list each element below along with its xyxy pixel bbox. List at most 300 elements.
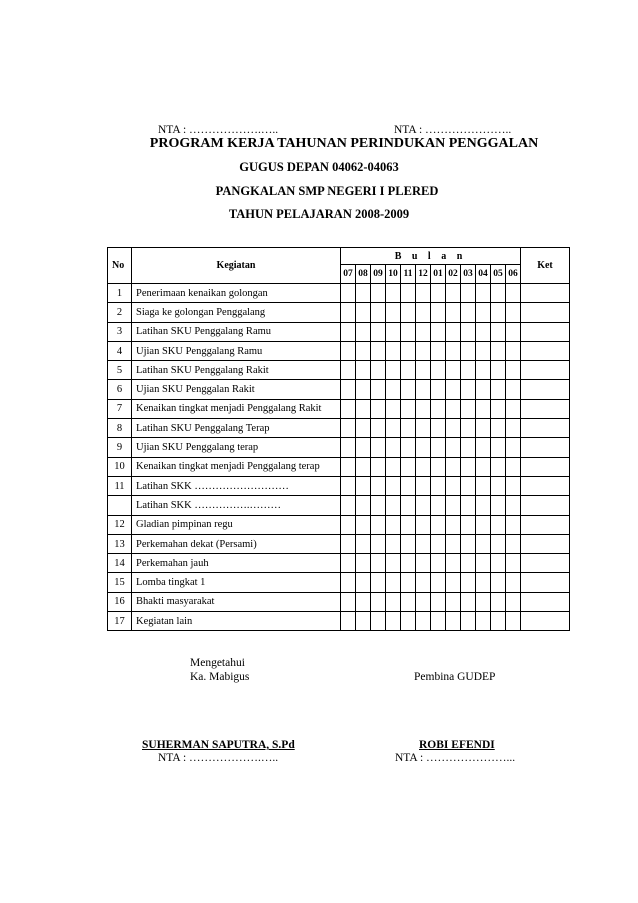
month-cell <box>371 399 386 418</box>
month-cell <box>416 419 431 438</box>
month-cell <box>386 554 401 573</box>
signature-left-label-1: Mengetahui <box>190 657 245 669</box>
month-cell <box>491 322 506 341</box>
month-cell <box>401 476 416 495</box>
header-bulan: B u l a n <box>341 248 521 265</box>
month-cell <box>416 592 431 611</box>
month-cell <box>416 322 431 341</box>
month-cell <box>341 399 356 418</box>
month-cell <box>431 380 446 399</box>
month-cell <box>446 419 461 438</box>
month-cell <box>356 476 371 495</box>
month-cell <box>431 573 446 592</box>
ket-cell <box>521 303 570 322</box>
month-cell <box>461 438 476 457</box>
month-cell <box>371 380 386 399</box>
month-cell <box>431 284 446 303</box>
month-cell <box>356 515 371 534</box>
month-cell <box>446 496 461 515</box>
row-kegiatan: Ujian SKU Penggalang terap <box>132 438 341 457</box>
month-header: 05 <box>491 265 506 284</box>
ket-cell <box>521 284 570 303</box>
month-cell <box>416 341 431 360</box>
table-row <box>108 573 570 592</box>
month-cell <box>506 284 521 303</box>
table-row <box>108 399 570 418</box>
month-cell <box>446 612 461 631</box>
month-cell <box>476 515 491 534</box>
month-cell <box>446 380 461 399</box>
ket-cell <box>521 573 570 592</box>
month-cell <box>491 534 506 553</box>
month-cell <box>446 592 461 611</box>
document-title: PROGRAM KERJA TAHUNAN PERINDUKAN PENGGALAN <box>149 136 539 151</box>
ket-cell <box>521 419 570 438</box>
month-cell <box>341 496 356 515</box>
month-cell <box>491 303 506 322</box>
month-cell <box>491 496 506 515</box>
month-cell <box>386 303 401 322</box>
month-cell <box>431 515 446 534</box>
month-cell <box>476 592 491 611</box>
signature-left-label-2: Ka. Mabigus <box>190 671 250 683</box>
month-cell <box>341 612 356 631</box>
month-cell <box>386 476 401 495</box>
table-row <box>108 380 570 399</box>
month-header: 09 <box>371 265 386 284</box>
row-kegiatan: Latihan SKK ……………………… <box>132 476 341 495</box>
month-cell <box>401 284 416 303</box>
month-cell <box>476 612 491 631</box>
row-number <box>108 496 132 515</box>
month-cell <box>356 534 371 553</box>
month-cell <box>341 592 356 611</box>
month-cell <box>461 341 476 360</box>
month-cell <box>461 303 476 322</box>
month-cell <box>491 419 506 438</box>
month-cell <box>476 341 491 360</box>
month-cell <box>386 496 401 515</box>
month-cell <box>386 341 401 360</box>
month-cell <box>431 322 446 341</box>
month-cell <box>476 380 491 399</box>
table-row <box>108 592 570 611</box>
row-number: 13 <box>108 534 132 553</box>
month-cell <box>506 554 521 573</box>
ket-cell <box>521 361 570 380</box>
month-cell <box>356 592 371 611</box>
month-cell <box>401 592 416 611</box>
month-cell <box>416 380 431 399</box>
month-cell <box>476 496 491 515</box>
month-cell <box>431 592 446 611</box>
month-cell <box>416 496 431 515</box>
month-cell <box>476 284 491 303</box>
month-cell <box>446 534 461 553</box>
month-cell <box>386 322 401 341</box>
month-cell <box>506 534 521 553</box>
ket-cell <box>521 534 570 553</box>
month-header: 11 <box>401 265 416 284</box>
month-cell <box>371 554 386 573</box>
month-cell <box>506 341 521 360</box>
month-cell <box>401 341 416 360</box>
month-cell <box>371 534 386 553</box>
nta-top-right: NTA : ………………….. <box>394 124 512 136</box>
month-cell <box>491 515 506 534</box>
month-cell <box>371 457 386 476</box>
header-no: No <box>108 248 132 284</box>
month-cell <box>446 438 461 457</box>
month-cell <box>431 399 446 418</box>
program-table <box>107 247 570 631</box>
month-cell <box>341 380 356 399</box>
ket-cell <box>521 341 570 360</box>
month-cell <box>371 573 386 592</box>
ket-cell <box>521 612 570 631</box>
month-cell <box>446 284 461 303</box>
month-cell <box>461 322 476 341</box>
signature-right-label: Pembina GUDEP <box>414 671 496 683</box>
table-row <box>108 515 570 534</box>
table-row <box>108 438 570 457</box>
month-cell <box>446 399 461 418</box>
month-cell <box>341 303 356 322</box>
month-cell <box>461 476 476 495</box>
table-row <box>108 612 570 631</box>
month-cell <box>386 515 401 534</box>
month-cell <box>386 573 401 592</box>
document-subtitle-gugus: GUGUS DEPAN 04062-04063 <box>239 160 399 174</box>
month-cell <box>386 380 401 399</box>
month-cell <box>386 592 401 611</box>
month-cell <box>386 612 401 631</box>
month-cell <box>401 554 416 573</box>
month-cell <box>431 476 446 495</box>
month-cell <box>401 438 416 457</box>
table-body <box>108 284 570 631</box>
month-cell <box>386 534 401 553</box>
month-cell <box>401 361 416 380</box>
month-cell <box>476 573 491 592</box>
month-cell <box>341 361 356 380</box>
month-cell <box>356 341 371 360</box>
month-cell <box>491 380 506 399</box>
month-cell <box>431 496 446 515</box>
month-header: 06 <box>506 265 521 284</box>
month-cell <box>401 399 416 418</box>
ket-cell <box>521 380 570 399</box>
month-cell <box>491 284 506 303</box>
month-cell <box>461 361 476 380</box>
month-cell <box>476 457 491 476</box>
month-cell <box>356 361 371 380</box>
ket-cell <box>521 457 570 476</box>
row-number: 6 <box>108 380 132 399</box>
month-cell <box>356 322 371 341</box>
row-number: 8 <box>108 419 132 438</box>
row-number: 15 <box>108 573 132 592</box>
month-cell <box>476 438 491 457</box>
month-cell <box>416 573 431 592</box>
month-cell <box>491 554 506 573</box>
row-number: 12 <box>108 515 132 534</box>
ket-cell <box>521 476 570 495</box>
month-cell <box>506 612 521 631</box>
month-cell <box>371 476 386 495</box>
month-cell <box>371 284 386 303</box>
row-number: 1 <box>108 284 132 303</box>
month-cell <box>506 380 521 399</box>
month-cell <box>491 476 506 495</box>
month-cell <box>416 361 431 380</box>
month-cell <box>506 515 521 534</box>
row-number: 5 <box>108 361 132 380</box>
document-subtitle-pangkalan: PANGKALAN SMP NEGERI I PLERED <box>215 184 439 198</box>
month-cell <box>416 515 431 534</box>
month-cell <box>431 419 446 438</box>
month-cell <box>476 399 491 418</box>
row-kegiatan: Kenaikan tingkat menjadi Penggalang Rakit <box>132 399 341 418</box>
month-cell <box>371 496 386 515</box>
month-cell <box>506 303 521 322</box>
month-cell <box>476 476 491 495</box>
month-cell <box>461 515 476 534</box>
month-cell <box>446 515 461 534</box>
month-cell <box>431 361 446 380</box>
month-cell <box>356 399 371 418</box>
month-header: 08 <box>356 265 371 284</box>
month-cell <box>476 534 491 553</box>
month-cell <box>506 399 521 418</box>
month-cell <box>491 399 506 418</box>
table-row <box>108 457 570 476</box>
month-cell <box>461 419 476 438</box>
table-row <box>108 303 570 322</box>
month-cell <box>446 361 461 380</box>
month-cell <box>356 303 371 322</box>
month-cell <box>446 303 461 322</box>
month-cell <box>341 476 356 495</box>
month-cell <box>371 438 386 457</box>
month-cell <box>491 438 506 457</box>
month-cell <box>491 457 506 476</box>
month-cell <box>401 496 416 515</box>
month-cell <box>416 612 431 631</box>
table-row <box>108 322 570 341</box>
row-number: 11 <box>108 476 132 495</box>
month-cell <box>371 341 386 360</box>
month-header: 10 <box>386 265 401 284</box>
month-cell <box>506 419 521 438</box>
month-cell <box>461 457 476 476</box>
month-cell <box>506 592 521 611</box>
month-cell <box>431 457 446 476</box>
table-row <box>108 419 570 438</box>
month-cell <box>386 419 401 438</box>
month-cell <box>341 515 356 534</box>
month-cell <box>416 399 431 418</box>
month-cell <box>356 419 371 438</box>
month-cell <box>431 554 446 573</box>
ket-cell <box>521 322 570 341</box>
month-cell <box>386 361 401 380</box>
month-cell <box>506 496 521 515</box>
month-cell <box>446 476 461 495</box>
month-cell <box>461 612 476 631</box>
month-cell <box>446 341 461 360</box>
ket-cell <box>521 496 570 515</box>
month-cell <box>371 361 386 380</box>
document-subtitle-tahun: TAHUN PELAJARAN 2008-2009 <box>228 207 410 221</box>
month-cell <box>506 322 521 341</box>
row-number: 9 <box>108 438 132 457</box>
month-cell <box>461 592 476 611</box>
table-row <box>108 534 570 553</box>
month-cell <box>371 612 386 631</box>
month-cell <box>506 457 521 476</box>
ket-cell <box>521 554 570 573</box>
row-kegiatan: Latihan SKU Penggalang Ramu <box>132 322 341 341</box>
month-cell <box>341 322 356 341</box>
month-cell <box>416 303 431 322</box>
month-cell <box>356 496 371 515</box>
table-row <box>108 361 570 380</box>
row-kegiatan: Latihan SKU Penggalang Terap <box>132 419 341 438</box>
ket-cell <box>521 438 570 457</box>
month-cell <box>461 380 476 399</box>
month-cell <box>401 419 416 438</box>
table-row <box>108 284 570 303</box>
table-row <box>108 496 570 515</box>
row-kegiatan: Kenaikan tingkat menjadi Penggalang terap <box>132 457 341 476</box>
month-header: 12 <box>416 265 431 284</box>
month-cell <box>356 612 371 631</box>
month-cell <box>341 554 356 573</box>
month-cell <box>416 554 431 573</box>
row-kegiatan: Gladian pimpinan regu <box>132 515 341 534</box>
month-cell <box>401 322 416 341</box>
row-kegiatan: Perkemahan jauh <box>132 554 341 573</box>
month-cell <box>371 592 386 611</box>
month-cell <box>431 341 446 360</box>
signature-left-nta: NTA : ……………….….. <box>158 752 279 764</box>
month-cell <box>461 496 476 515</box>
row-kegiatan: Perkemahan dekat (Persami) <box>132 534 341 553</box>
month-cell <box>491 341 506 360</box>
table-row <box>108 554 570 573</box>
row-number: 10 <box>108 457 132 476</box>
month-cell <box>401 612 416 631</box>
signature-left-name: SUHERMAN SAPUTRA, S.Pd <box>142 739 295 751</box>
row-number: 14 <box>108 554 132 573</box>
month-cell <box>356 554 371 573</box>
table-row <box>108 476 570 495</box>
month-header: 02 <box>446 265 461 284</box>
month-header: 04 <box>476 265 491 284</box>
month-cell <box>461 284 476 303</box>
month-cell <box>341 573 356 592</box>
month-cell <box>506 573 521 592</box>
row-kegiatan: Lomba tingkat 1 <box>132 573 341 592</box>
month-cell <box>341 438 356 457</box>
month-cell <box>446 457 461 476</box>
month-cell <box>371 322 386 341</box>
month-cell <box>416 284 431 303</box>
row-kegiatan: Penerimaan kenaikan golongan <box>132 284 341 303</box>
month-cell <box>431 612 446 631</box>
month-cell <box>341 419 356 438</box>
month-cell <box>491 592 506 611</box>
month-cell <box>356 380 371 399</box>
month-cell <box>371 419 386 438</box>
row-kegiatan: Ujian SKU Penggalan Rakit <box>132 380 341 399</box>
ket-cell <box>521 399 570 418</box>
month-cell <box>401 573 416 592</box>
month-cell <box>461 573 476 592</box>
month-cell <box>401 380 416 399</box>
month-cell <box>386 457 401 476</box>
ket-cell <box>521 592 570 611</box>
row-number: 3 <box>108 322 132 341</box>
ket-cell <box>521 515 570 534</box>
table-row <box>108 341 570 360</box>
month-cell <box>371 303 386 322</box>
month-cell <box>401 457 416 476</box>
row-number: 17 <box>108 612 132 631</box>
month-cell <box>491 361 506 380</box>
month-cell <box>341 457 356 476</box>
nta-top-left: NTA : ……………….….. <box>158 124 279 136</box>
header-ket: Ket <box>521 248 570 284</box>
month-cell <box>416 457 431 476</box>
row-kegiatan: Ujian SKU Penggalang Ramu <box>132 341 341 360</box>
month-cell <box>386 284 401 303</box>
month-cell <box>506 361 521 380</box>
row-kegiatan: Kegiatan lain <box>132 612 341 631</box>
month-cell <box>506 476 521 495</box>
month-cell <box>371 515 386 534</box>
month-cell <box>356 457 371 476</box>
month-header: 03 <box>461 265 476 284</box>
month-cell <box>356 438 371 457</box>
row-kegiatan: Latihan SKU Penggalang Rakit <box>132 361 341 380</box>
month-header: 07 <box>341 265 356 284</box>
row-number: 16 <box>108 592 132 611</box>
month-cell <box>401 534 416 553</box>
month-cell <box>476 419 491 438</box>
month-cell <box>491 573 506 592</box>
row-number: 2 <box>108 303 132 322</box>
month-cell <box>386 438 401 457</box>
month-cell <box>386 399 401 418</box>
month-cell <box>476 303 491 322</box>
month-cell <box>461 399 476 418</box>
month-cell <box>506 438 521 457</box>
month-cell <box>416 534 431 553</box>
row-number: 4 <box>108 341 132 360</box>
month-header: 01 <box>431 265 446 284</box>
month-cell <box>431 534 446 553</box>
header-kegiatan: Kegiatan <box>132 248 341 284</box>
month-cell <box>491 612 506 631</box>
month-cell <box>446 322 461 341</box>
signature-right-name: ROBI EFENDI <box>419 739 495 751</box>
row-kegiatan: Bhakti masyarakat <box>132 592 341 611</box>
row-number: 7 <box>108 399 132 418</box>
month-cell <box>431 438 446 457</box>
month-cell <box>356 573 371 592</box>
